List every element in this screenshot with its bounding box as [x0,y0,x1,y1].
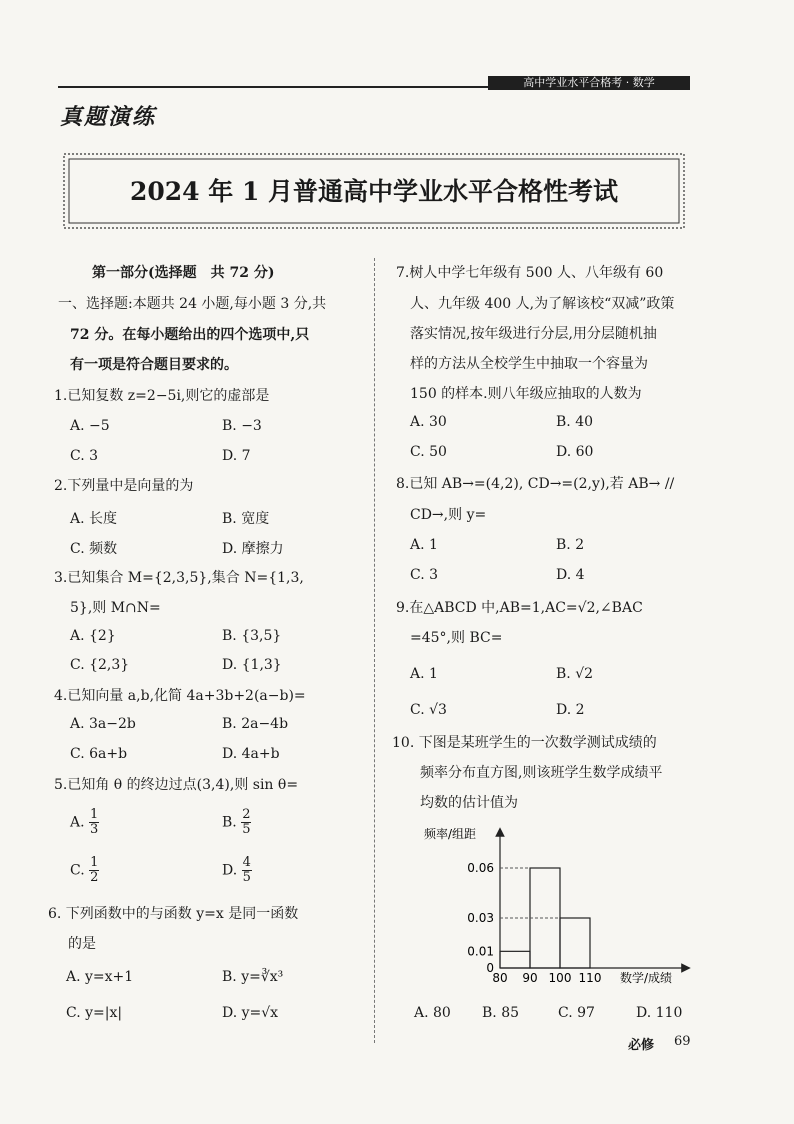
option-b: B. 2a−4b [222,716,289,732]
option-b [222,808,251,837]
instruction-line: 一、选择题:本题共 24 小题,每小题 3 分,共 [58,296,327,312]
question-stem: 6. 下列函数中的与函数 y=x 是同一函数 [48,906,299,922]
option-c: C. 3 [410,567,439,583]
x-axis-label: 数学/成绩 [620,971,673,985]
x-tick-label: 100 [548,971,572,985]
option-b: B. 宽度 [222,511,270,527]
fraction-numerator: 1 [90,855,99,870]
option-d: D. 4a+b [222,746,280,762]
fraction-denominator: 3 [90,822,99,837]
footer-label: 必修 [628,1038,655,1053]
option-b: B. 40 [556,414,594,430]
fraction-denominator: 2 [90,870,99,885]
option-a: A. 长度 [70,511,118,527]
option-d: D. 60 [556,444,594,460]
section-tag: 真题演练 [60,105,157,130]
option-d: D. 110 [636,1005,683,1021]
fraction-numerator: 4 [242,855,251,870]
option-d: D. {1,3} [222,657,282,673]
option-d: D. 7 [222,448,251,464]
question-stem-cont: 样的方法从全校学生中抽取一个容量为 [410,356,648,372]
fraction [241,808,251,837]
option-a: A. −5 [70,418,110,434]
question-stem: 2.下列量中是向量的为 [54,478,194,494]
option-d-prefix: D. [222,862,238,879]
option-c: C. 97 [558,1005,595,1021]
option-c-prefix: C. [70,862,85,879]
instruction-line: 有一项是符合题目要求的。 [70,357,238,373]
option-b: B. {3,5} [222,628,282,644]
series-tag: 高中学业水平合格考 · 数学 [488,76,690,90]
option-a: A. 30 [410,414,447,430]
option-c: C. 频数 [70,541,118,557]
option-a [70,808,99,837]
column-divider [374,258,376,1043]
x-tick-label: 110 [578,971,602,985]
fraction [89,856,99,885]
fraction [242,856,252,885]
option-c: C. 50 [410,444,447,460]
instruction-line: 72 分。在每小题给出的四个选项中,只 [70,327,310,343]
option-d: D. 摩擦力 [222,541,284,557]
question-stem-cont: 的是 [68,936,96,952]
option-c: C. 6a+b [70,746,128,762]
question-stem-cont: 均数的估计值为 [420,795,518,811]
option-b-prefix: B. [222,814,237,831]
y-tick-label: 0.03 [467,910,494,925]
option-c: C. y=|x| [66,1005,123,1021]
question-stem-cont: 5},则 M∩N= [70,600,161,616]
option-a-prefix: A. [70,814,85,831]
y-tick-label: 0.06 [467,860,494,875]
histogram-bar [500,951,530,968]
fraction-denominator: 5 [242,870,251,885]
x-tick-label: 80 [492,971,508,985]
fraction-numerator: 1 [90,807,99,822]
option-a: A. 3a−2b [70,716,136,732]
option-a: A. {2} [70,628,116,644]
question-stem: 8.已知 AB→=(4,2), CD→=(2,y),若 AB→ // [396,476,675,492]
option-c: C. √3 [410,702,447,718]
option-a: A. 1 [410,666,438,682]
option-a: A. y=x+1 [66,969,134,985]
y-axis-label: 频率/组距 [424,827,477,841]
frequency-histogram [418,822,702,990]
question-stem: 1.已知复数 z=2−5i,则它的虚部是 [54,388,270,404]
fraction-denominator: 5 [242,822,251,837]
option-c: C. 3 [70,448,99,464]
question-stem-cont: CD→,则 y= [410,507,487,523]
option-d [222,856,252,885]
question-stem-cont: 落实情况,按年级进行分层,用分层随机抽 [410,326,657,342]
question-stem-cont: =45°,则 BC= [410,630,503,646]
part1-heading: 第一部分(选择题 共 72 分) [92,265,275,281]
option-d: D. y=√x [222,1005,279,1021]
question-stem-cont: 频率分布直方图,则该班学生数学成绩平 [420,765,663,781]
page-number: 69 [674,1034,691,1049]
option-b: B. 2 [556,537,585,553]
option-a: A. 80 [414,1005,451,1021]
y-tick-label: 0.01 [467,944,494,959]
exam-title: 2024 年 1 月普通高中学业水平合格性考试 [129,177,619,206]
question-stem: 9.在△ABCD 中,AB=1,AC=√2,∠BAC [396,600,643,616]
fraction-numerator: 2 [242,807,251,822]
question-stem: 10. 下图是某班学生的一次数学测试成绩的 [392,735,657,751]
option-c [70,856,99,885]
histogram-bar [560,918,590,968]
question-stem-cont: 人、九年级 400 人,为了解该校“双减”政策 [410,296,675,312]
question-stem: 5.已知角 θ 的终边过点(3,4),则 sin θ= [54,777,299,793]
option-b: B. 85 [482,1005,520,1021]
fraction [89,808,99,837]
x-tick-label: 90 [522,971,538,985]
option-b: B. y=∛x³ [222,969,284,985]
question-stem-cont: 150 的样本.则八年级应抽取的人数为 [410,386,642,402]
option-a: A. 1 [410,537,438,553]
option-c: C. {2,3} [70,657,130,673]
question-stem: 7.树人中学七年级有 500 人、八年级有 60 [396,265,664,281]
y-tick-label: 0 [486,961,494,975]
option-d: D. 2 [556,702,585,718]
question-stem: 4.已知向量 a,b,化简 4a+3b+2(a−b)= [54,688,306,704]
option-d: D. 4 [556,567,585,583]
option-b: B. −3 [222,418,262,434]
question-stem: 3.已知集合 M={2,3,5},集合 N={1,3, [54,570,304,586]
option-b: B. √2 [556,666,594,682]
